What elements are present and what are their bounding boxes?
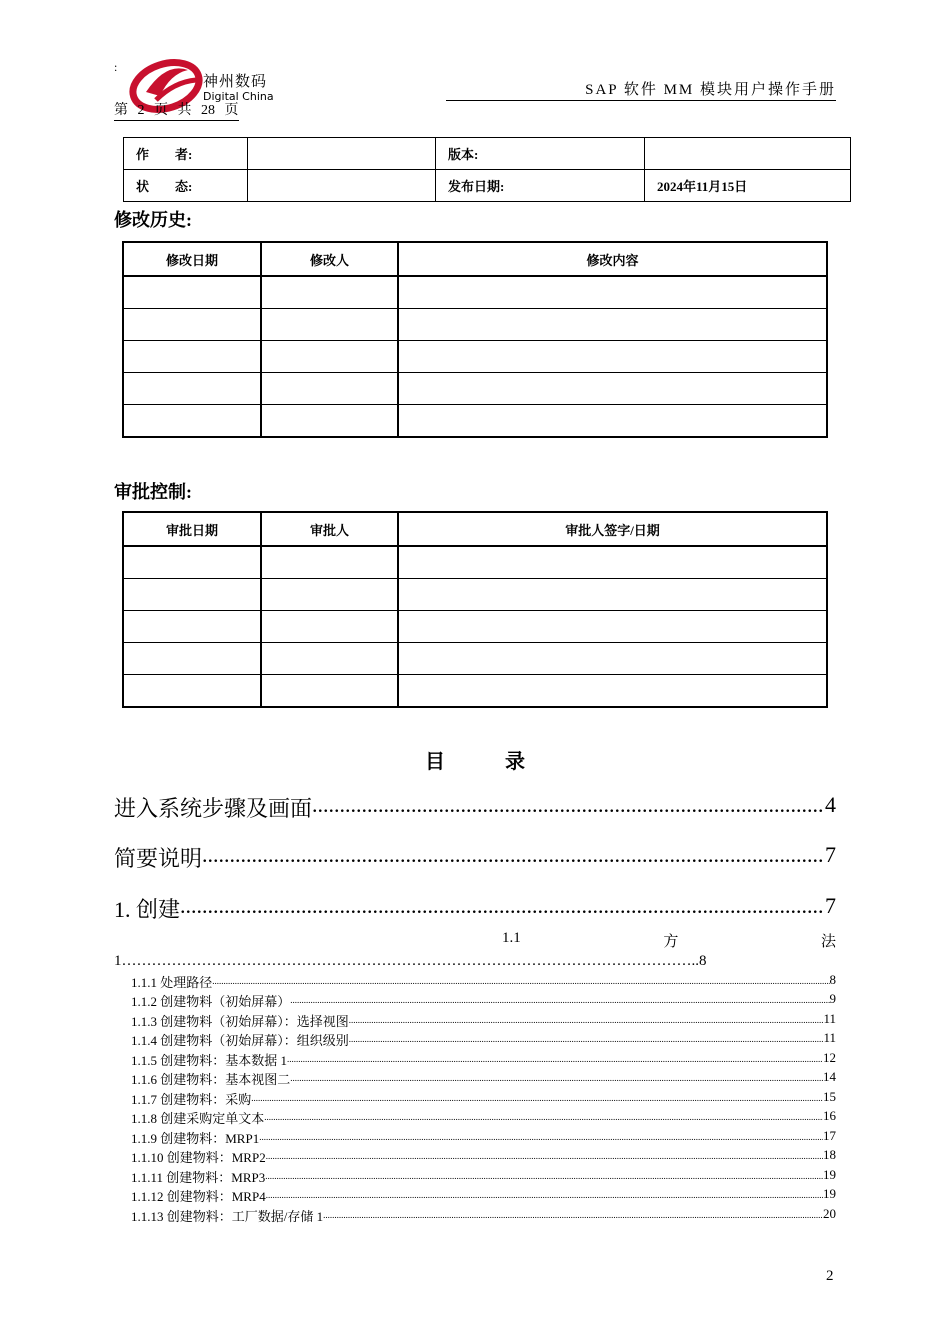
approval-header-signature: 审批人签字/日期 xyxy=(398,512,827,546)
toc-entry-page: 15 xyxy=(823,1089,836,1104)
table-row xyxy=(123,611,827,643)
revision-history-title: 修改历史: xyxy=(114,210,192,230)
version-label: 版本: xyxy=(436,138,645,170)
toc-entry-page: 18 xyxy=(823,1147,836,1162)
table-row xyxy=(123,373,827,405)
toc-entry-page: 19 xyxy=(823,1167,836,1182)
release-date-label: 发布日期: xyxy=(436,170,645,202)
toc-leader-dots xyxy=(290,1069,823,1088)
status-label: 状 态: xyxy=(124,170,248,202)
author-label: 作 者: xyxy=(124,138,248,170)
table-cell xyxy=(123,546,261,579)
toc-entry[interactable] xyxy=(131,1128,836,1147)
toc-entry-label: 1.1.6 创建物料：基本视图二 xyxy=(131,1072,291,1087)
toc-entry-label: 1.1.11 创建物料：MRP3 xyxy=(131,1170,266,1185)
toc-entry-label: 1.1.7 创建物料：采购 xyxy=(131,1092,252,1107)
table-cell xyxy=(398,373,827,405)
toc-entry[interactable] xyxy=(114,893,836,924)
table-cell xyxy=(398,546,827,579)
toc-entry-label: 简要说明 xyxy=(114,846,203,871)
toc-entry-page: 11 xyxy=(823,1030,836,1045)
table-cell xyxy=(123,276,261,309)
page-info: 第 2 页 共 28 页 xyxy=(114,99,239,121)
toc-entry-label: 1.1.2 创建物料（初始屏幕） xyxy=(131,994,291,1009)
page-number: 2 xyxy=(826,1268,834,1284)
toc-entry[interactable] xyxy=(131,1186,836,1205)
table-cell xyxy=(123,675,261,708)
table-cell xyxy=(261,675,398,708)
table-cell xyxy=(123,611,261,643)
toc-entry-page: 8 xyxy=(829,972,836,987)
toc-leader-dots xyxy=(251,1089,823,1108)
toc-entry[interactable] xyxy=(131,1167,836,1186)
toc-entry-label: 1.1.4 创建物料（初始屏幕）：组织级别 xyxy=(131,1033,349,1048)
toc-entry[interactable] xyxy=(131,1089,836,1108)
toc-entry[interactable] xyxy=(114,842,836,873)
toc-1-1-word1: 方 xyxy=(663,934,679,950)
toc-entry[interactable] xyxy=(131,1206,836,1225)
table-cell xyxy=(123,373,261,405)
toc-entry[interactable] xyxy=(131,991,836,1010)
author-value xyxy=(248,138,436,170)
table-cell xyxy=(123,341,261,373)
toc-leader-dots xyxy=(212,972,829,991)
table-row xyxy=(123,675,827,708)
table-cell xyxy=(261,546,398,579)
table-cell xyxy=(261,309,398,341)
approval-header-approver: 审批人 xyxy=(261,512,398,546)
table-row xyxy=(123,309,827,341)
toc-entry-page: 7 xyxy=(825,893,836,918)
toc-1-1-leader-line: 1……………………………………………………………………………………………………..8 xyxy=(114,953,707,969)
table-cell xyxy=(398,405,827,438)
release-date-value: 2024年11月15日 xyxy=(645,170,851,202)
toc-leader-dots xyxy=(264,1108,823,1127)
toc-entry-label: 1.1.10 创建物料：MRP2 xyxy=(131,1150,266,1165)
table-cell xyxy=(261,405,398,438)
revision-header-date: 修改日期 xyxy=(123,242,261,276)
toc-entry-page: 11 xyxy=(823,1011,836,1026)
table-cell xyxy=(398,276,827,309)
toc-entry-label: 1. 创建 xyxy=(114,897,181,922)
toc-entry-1-1[interactable] xyxy=(114,930,836,970)
table-cell xyxy=(398,611,827,643)
toc-entry-label: 1.1.13 创建物料：工厂数据/存储 1 xyxy=(131,1209,324,1224)
version-value xyxy=(645,138,851,170)
toc-entry-page: 20 xyxy=(823,1206,836,1221)
toc-entry-label: 进入系统步骤及画面 xyxy=(114,796,313,821)
table-cell xyxy=(123,309,261,341)
toc-leader-dots xyxy=(287,1050,823,1069)
toc-entry-page: 19 xyxy=(823,1186,836,1201)
toc-entry-page: 12 xyxy=(823,1050,836,1065)
toc-leader-dots xyxy=(265,1167,823,1186)
toc-entry-label: 1.1.8 创建采购定单文本 xyxy=(131,1111,265,1126)
header-colon: : xyxy=(114,60,118,74)
toc-leader-dots xyxy=(259,1128,823,1147)
logo-english-text: Digital China xyxy=(203,90,274,103)
toc-leader-dots xyxy=(180,893,825,924)
table-cell xyxy=(398,309,827,341)
approval-header-date: 审批日期 xyxy=(123,512,261,546)
toc-entry[interactable] xyxy=(131,1108,836,1127)
approval-control-table xyxy=(122,511,828,708)
revision-history-table xyxy=(122,241,828,438)
document-info-table xyxy=(123,137,851,202)
table-row xyxy=(123,405,827,438)
revision-header-content: 修改内容 xyxy=(398,242,827,276)
toc-entry-page: 4 xyxy=(825,792,836,817)
table-cell xyxy=(261,611,398,643)
table-cell xyxy=(123,643,261,675)
table-cell xyxy=(261,341,398,373)
toc-title: 目录 xyxy=(425,751,585,773)
toc-entry-label: 1.1.12 创建物料：MRP4 xyxy=(131,1189,266,1204)
toc-leader-dots xyxy=(266,1147,823,1166)
table-cell xyxy=(123,405,261,438)
toc-entry-page: 16 xyxy=(823,1108,836,1123)
status-value xyxy=(248,170,436,202)
toc-entry[interactable] xyxy=(131,1050,836,1069)
toc-entry[interactable] xyxy=(131,1069,836,1088)
table-cell xyxy=(398,675,827,708)
toc-entry-label: 1.1.3 创建物料（初始屏幕）：选择视图 xyxy=(131,1014,349,1029)
toc-entry[interactable] xyxy=(131,972,836,991)
logo-chinese-text: 神州数码 xyxy=(203,72,268,90)
toc-entry-label: 1.1.1 处理路径 xyxy=(131,975,213,990)
toc-entry[interactable] xyxy=(131,1011,836,1030)
table-cell xyxy=(398,341,827,373)
toc-entry-page: 7 xyxy=(825,842,836,867)
table-cell xyxy=(261,276,398,309)
toc-leader-dots xyxy=(323,1206,823,1225)
manual-title: SAP 软件 MM 模块用户操作手册 xyxy=(446,78,836,101)
table-row xyxy=(123,276,827,309)
revision-header-person: 修改人 xyxy=(261,242,398,276)
toc-entry-label: 1.1.9 创建物料：MRP1 xyxy=(131,1131,260,1146)
table-cell xyxy=(261,373,398,405)
table-cell xyxy=(261,579,398,611)
toc-entry-page: 17 xyxy=(823,1128,836,1143)
table-cell xyxy=(398,579,827,611)
toc-entry-label: 1.1.5 创建物料：基本数据 1 xyxy=(131,1053,288,1068)
toc-leader-dots xyxy=(349,1030,824,1049)
toc-leader-dots xyxy=(312,792,825,823)
table-row xyxy=(123,579,827,611)
toc-entry-page: 14 xyxy=(823,1069,836,1084)
toc-leader-dots xyxy=(202,842,825,873)
table-cell xyxy=(123,579,261,611)
toc-entry[interactable] xyxy=(131,1030,836,1049)
toc-leader-dots xyxy=(290,991,829,1010)
table-cell xyxy=(261,643,398,675)
toc-entry-page: 9 xyxy=(829,991,836,1006)
toc-leader-dots xyxy=(266,1186,823,1205)
table-cell xyxy=(398,643,827,675)
table-row xyxy=(123,341,827,373)
toc-entry[interactable] xyxy=(131,1147,836,1166)
toc-1-1-number: 1.1 xyxy=(502,930,521,946)
table-row xyxy=(123,546,827,579)
toc-entry[interactable] xyxy=(114,792,836,823)
toc-leader-dots xyxy=(349,1011,824,1030)
toc-1-1-word2: 法 xyxy=(820,934,836,950)
approval-control-title: 审批控制: xyxy=(114,482,192,502)
table-row xyxy=(123,643,827,675)
